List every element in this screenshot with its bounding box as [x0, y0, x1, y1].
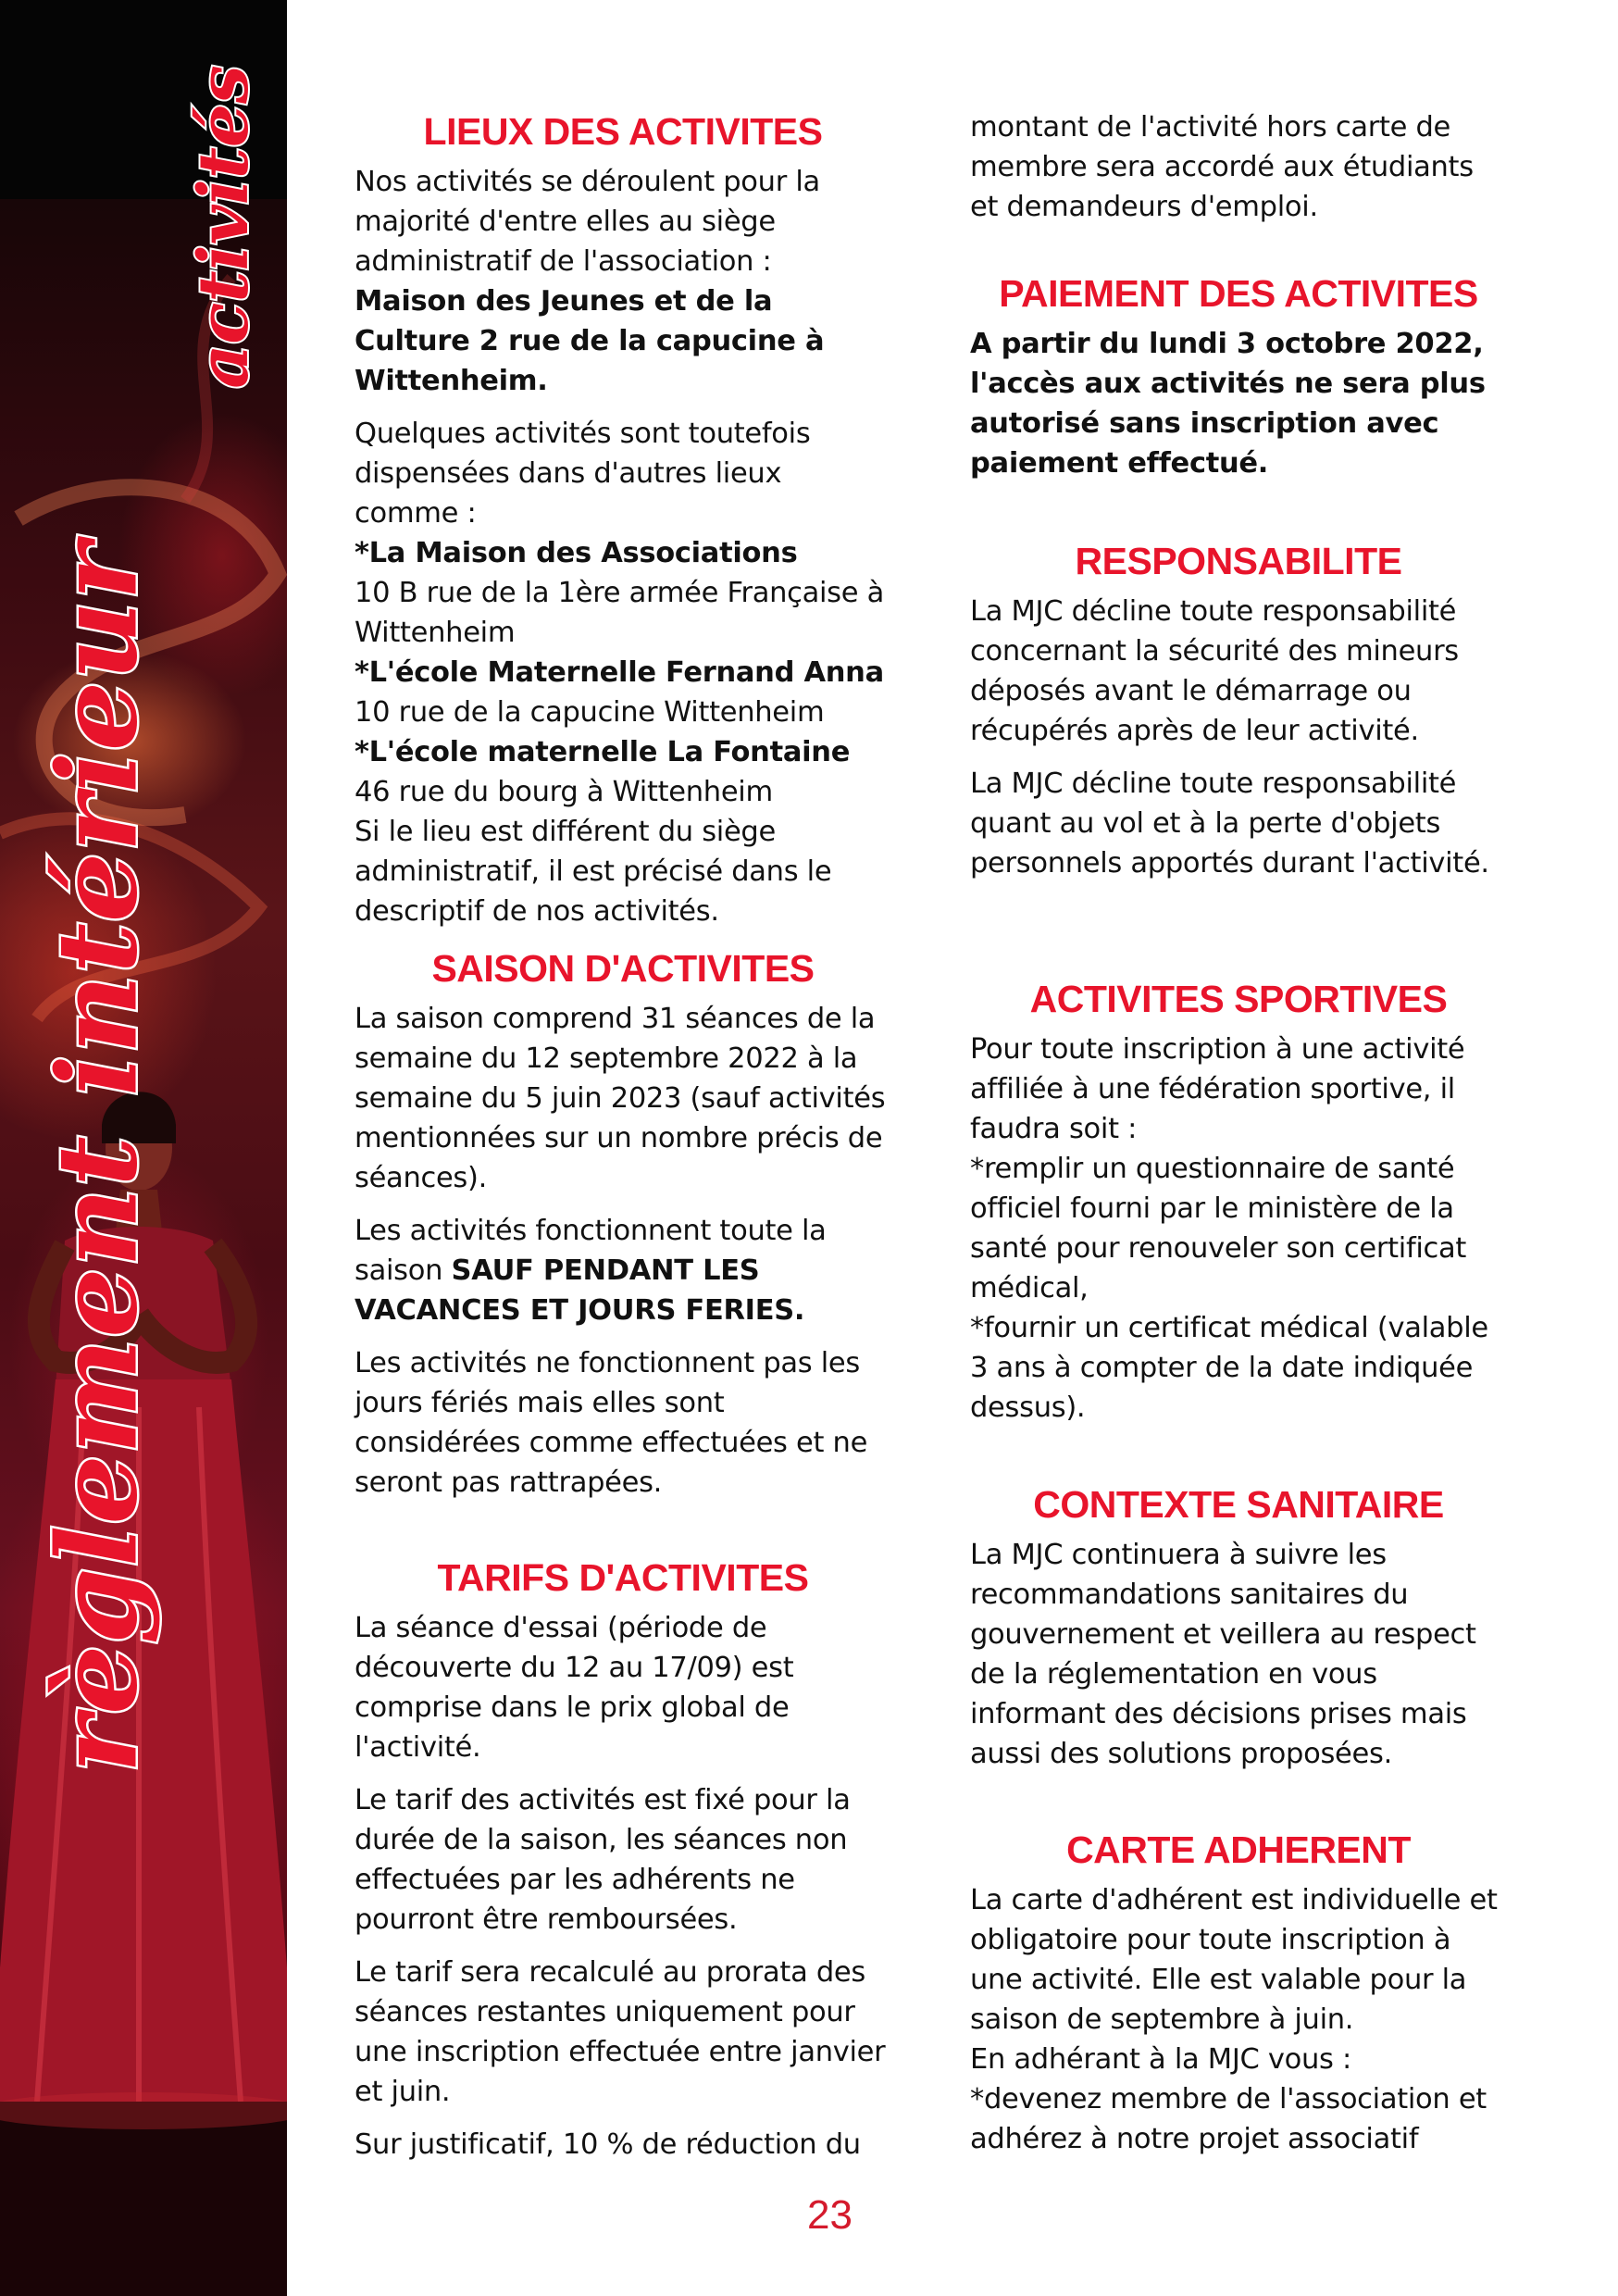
saison-p2-bold: SAUF PENDANT LES VACANCES ET JOURS FERIES.	[355, 1254, 805, 1328]
carte-p1: La carte d'adhérent est individuelle et obligatoire pour toute inscription à une activité. Elle est valable pour la saison de septembre à juin.	[970, 1884, 1498, 2037]
section-sportives	[970, 977, 1507, 1428]
saison-p3: Les activités ne fonctionnent pas les jours fériés mais elles sont considérées comme effectuées et ne seront pas rattrapées.	[355, 1347, 868, 1500]
section-tarifs-continued	[970, 107, 1507, 227]
heading-saison: SAISON D'ACTIVITES	[431, 947, 815, 990]
sidebar-banner	[0, 0, 287, 2296]
heading-paiement: PAIEMENT DES ACTIVITES	[999, 272, 1478, 315]
carte-p2: En adhérant à la MJC vous :	[970, 2043, 1352, 2077]
heading-responsabilite: RESPONSABILITE	[1075, 540, 1402, 582]
section-saison	[355, 946, 891, 1516]
sportives-item1: *remplir un questionnaire de santé officiel fourni par le ministère de la santé pour renouveler son certificat médical,	[970, 1153, 1467, 1305]
lieux-main-address: Maison des Jeunes et de la Culture 2 rue de la capucine à Wittenheim.	[355, 285, 825, 398]
lieux-intro: Nos activités se déroulent pour la majorité d'entre elles au siège administratif de l'association :	[355, 166, 820, 279]
tarifs-p3: Le tarif sera recalculé au prorata des séances restantes uniquement pour une inscription effectuée entre janvier et juin.	[355, 1956, 886, 2109]
responsabilite-p2: La MJC décline toute responsabilité quant au vol et à la perte d'objets personnels apportés durant l'activité.	[970, 767, 1489, 880]
heading-sportives: ACTIVITES SPORTIVES	[1029, 978, 1448, 1020]
saison-p2	[355, 1211, 891, 1330]
responsabilite-p1: La MJC décline toute responsabilité concernant la sécurité des mineurs déposés avant le démarrage ou récupérés après de leur activité.	[970, 595, 1459, 748]
heading-carte: CARTE ADHERENT	[1066, 1828, 1411, 1871]
sportives-item2: *fournir un certificat médical (valable 3 ans à compter de la date indiquée dessus).	[970, 1312, 1488, 1425]
tarifs-p2: Le tarif des activités est fixé pour la durée de la saison, les séances non effectuées par les adhérents ne pourront être remboursées.	[355, 1784, 851, 1937]
lieux-others-intro: Quelques activités sont toutefois dispensées dans d'autres lieux comme :	[355, 418, 811, 530]
tarifs-p1: La séance d'essai (période de découverte du 12 au 17/09) est comprise dans le prix global de l'activité.	[355, 1612, 794, 1765]
sidebar-title: règlement intérieur	[32, 541, 162, 1774]
tarifs-p4-start: Sur justificatif, 10 % de réduction du	[355, 2128, 861, 2162]
lieux-place3-address: 46 rue du bourg à Wittenheim	[355, 776, 773, 809]
sportives-p1: Pour toute inscription à une activité affiliée à une fédération sportive, il faudra soit :	[970, 1033, 1465, 1146]
tarifs-p4-continued: montant de l'activité hors carte de membre sera accordé aux étudiants et demandeurs d'emploi.	[970, 111, 1474, 223]
section-carte	[970, 1828, 1507, 2159]
lieux-note: Si le lieu est différent du siège administratif, il est précisé dans le descriptif de nos activités.	[355, 816, 832, 929]
sidebar-subtitle: activités	[184, 65, 264, 389]
lieux-place2-name: *L'école Maternelle Fernand Anna	[355, 656, 884, 690]
saison-p1: La saison comprend 31 séances de la semaine du 12 septembre 2022 à la semaine du 5 juin 2023 (sauf activités mentionnées sur un nombre précis de séances).	[355, 1003, 886, 1195]
heading-tarifs: TARIFS D'ACTIVITES	[437, 1556, 809, 1599]
lieux-place2-address: 10 rue de la capucine Wittenheim	[355, 696, 825, 730]
heading-lieux: LIEUX DES ACTIVITES	[423, 110, 823, 153]
carte-item1: *devenez membre de l'association et adhérez à notre projet associatif	[970, 2083, 1487, 2156]
paiement-p1: A partir du lundi 3 octobre 2022, l'accès aux activités ne sera plus autorisé sans inscription avec paiement effectué.	[970, 328, 1486, 480]
lieux-place1-name: *La Maison des Associations	[355, 537, 798, 570]
section-tarifs	[355, 1555, 891, 2165]
section-sanitaire	[970, 1482, 1507, 1787]
lieux-place1-address: 10 B rue de la 1ère armée Française à Wittenheim	[355, 577, 885, 650]
lieux-place3-name: *L'école maternelle La Fontaine	[355, 736, 851, 769]
heading-sanitaire: CONTEXTE SANITAIRE	[1033, 1483, 1444, 1526]
section-lieux	[355, 109, 891, 931]
sanitaire-p1: La MJC continuera à suivre les recommandations sanitaires du gouvernement et veillera au respect de la réglementation en vous informant des décisions prises mais aussi des solutions proposées.	[970, 1539, 1476, 1771]
section-responsabilite	[970, 539, 1507, 896]
saison-p2-start: Les activités fonctionnent toute la saison	[355, 1215, 827, 1288]
section-paiement	[970, 271, 1507, 496]
